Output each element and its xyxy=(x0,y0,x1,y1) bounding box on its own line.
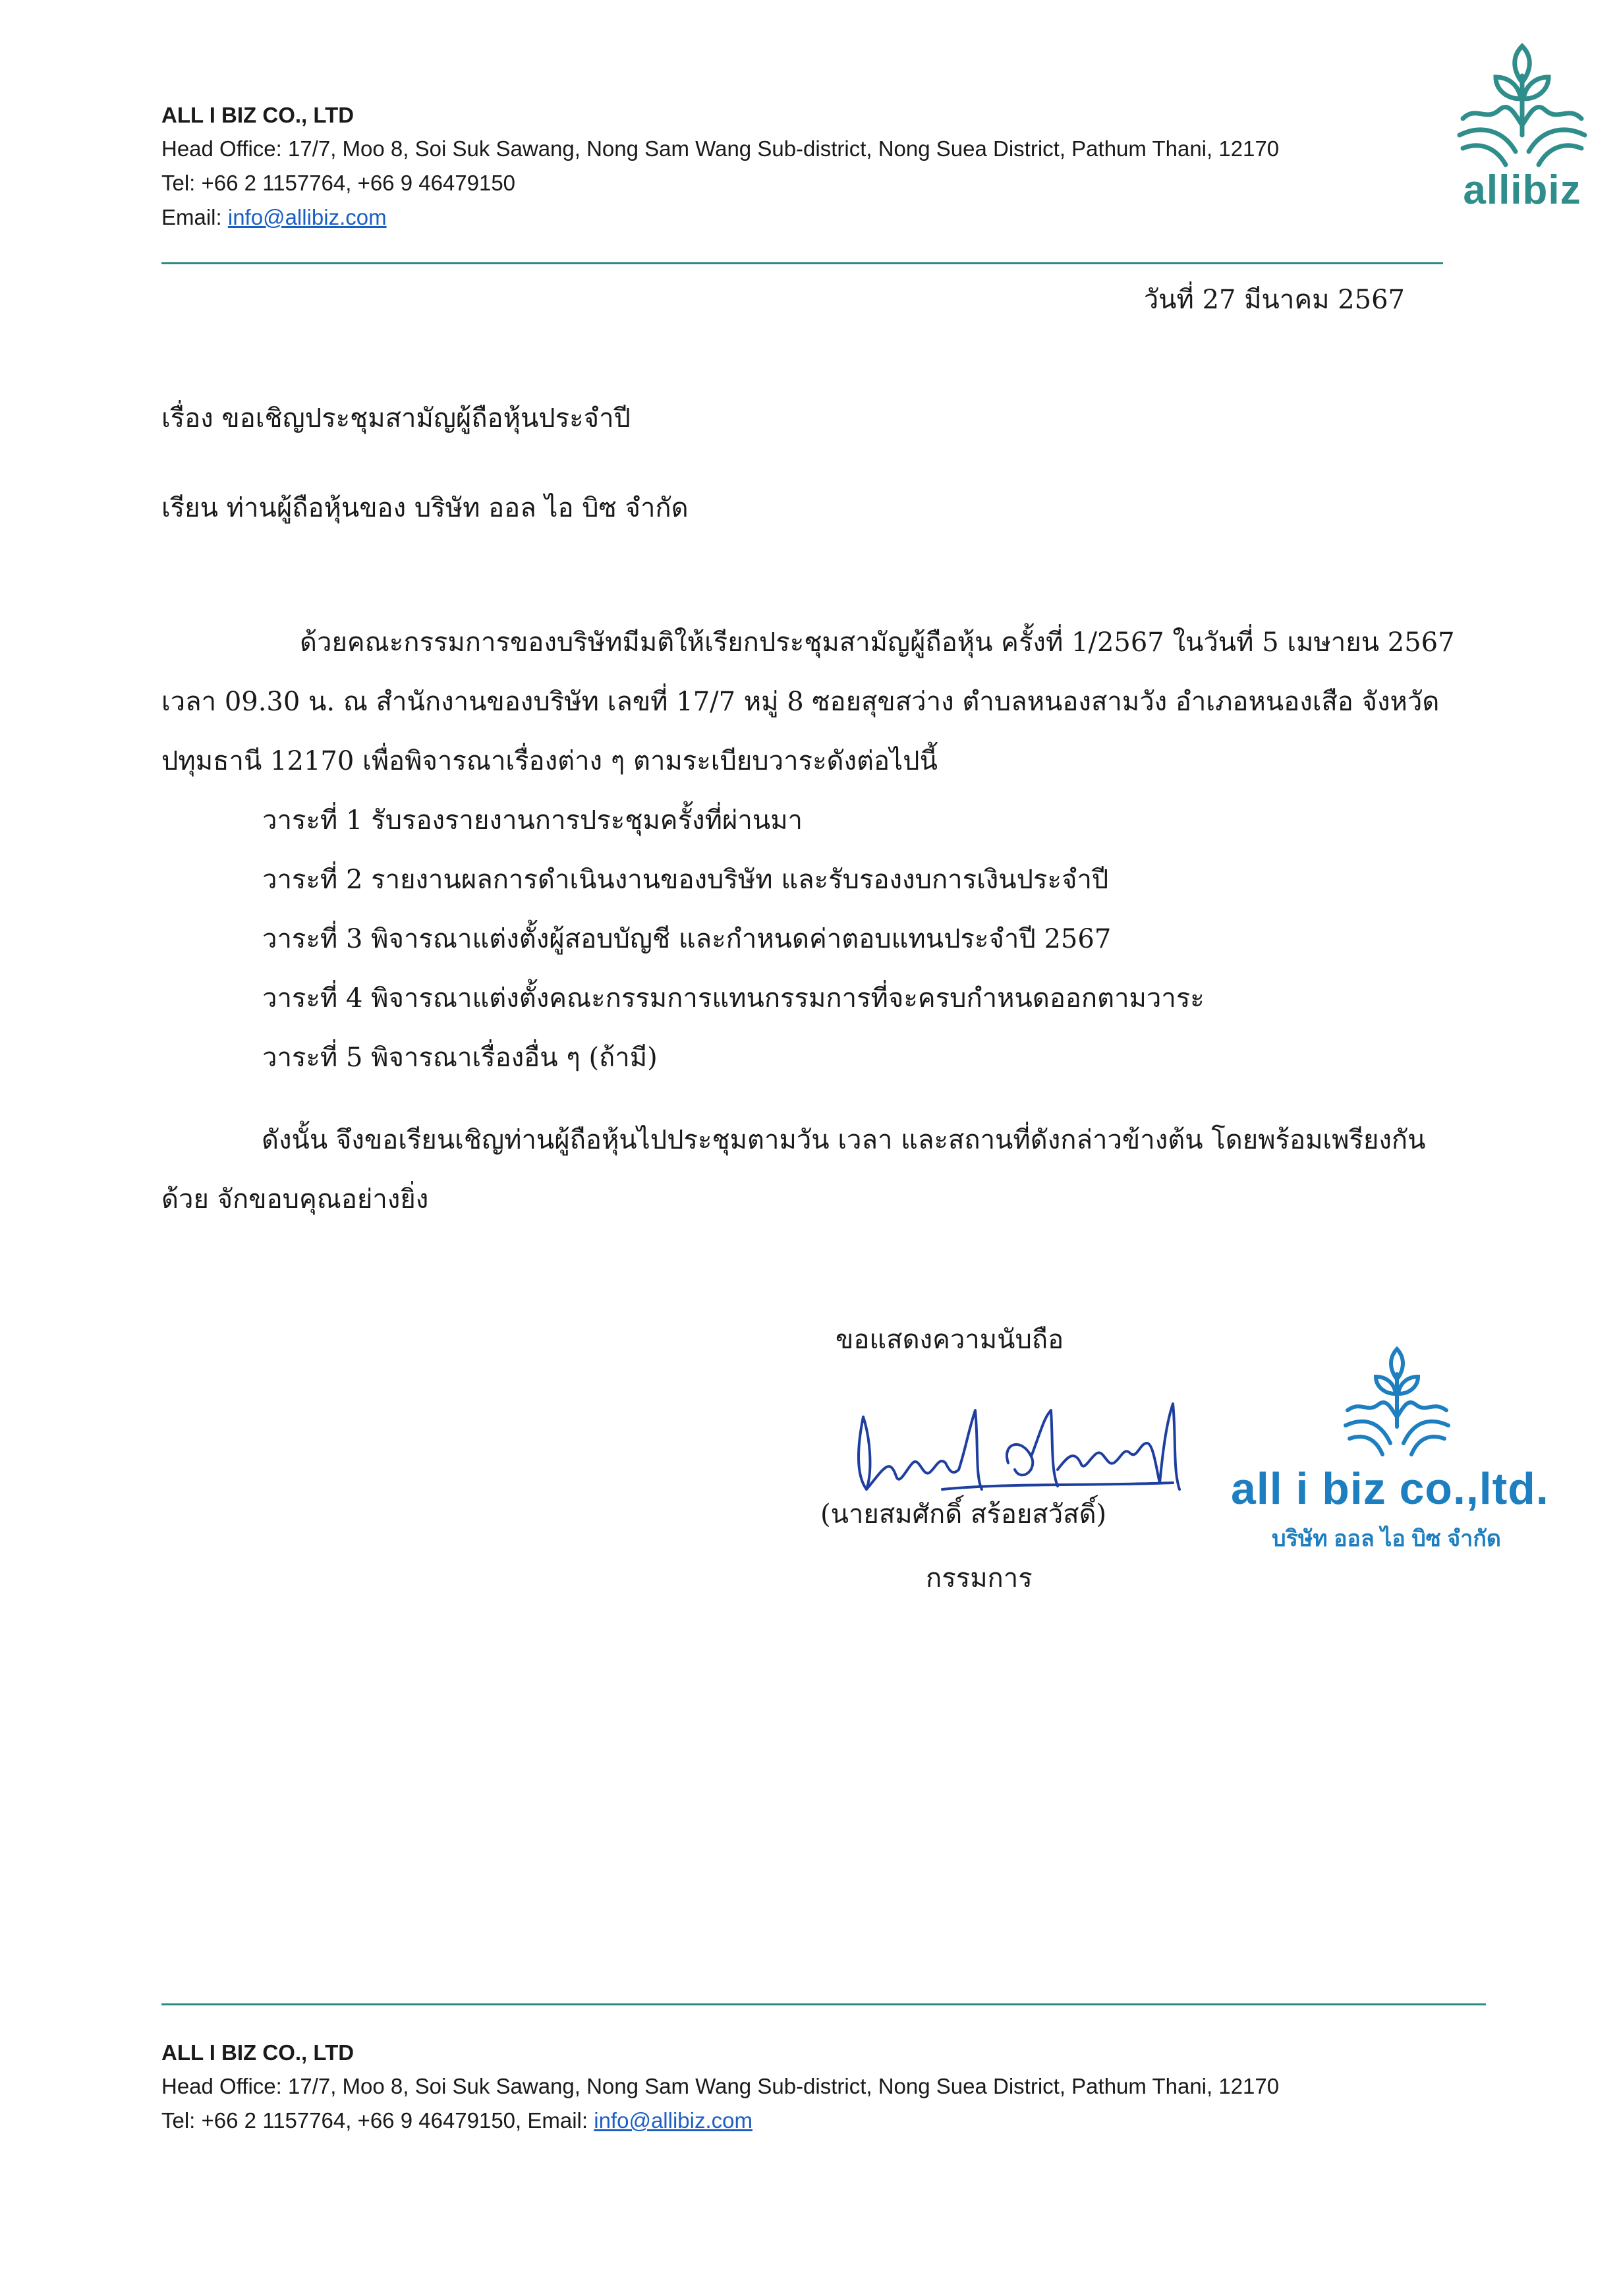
letterhead xyxy=(161,99,1479,235)
letter-footer xyxy=(161,2036,1545,2138)
letter-subject: เรื่อง ขอเชิญประชุมสามัญผู้ถือหุ้นประจำปี xyxy=(161,403,631,434)
stamp-english-name: all i biz co.,ltd. xyxy=(1231,1464,1549,1514)
header-divider xyxy=(161,262,1443,264)
footer-address: Head Office: 17/7, Moo 8, Soi Suk Sawang, Nong Sam Wang Sub-district, Nong Suea District, Pathum Thani, 12170 xyxy=(161,2074,1280,2098)
closing-phrase: ขอแสดงความนับถือ xyxy=(836,1325,1064,1355)
footer-contact xyxy=(161,2104,1545,2138)
email-label: Email: xyxy=(161,205,228,229)
paragraph-closing xyxy=(161,1107,1479,1226)
agenda-item: วาระที่ 1 รับรองรายงานการประชุมครั้งที่ผ่านมา xyxy=(262,805,803,836)
paragraph-line: ปทุมธานี 12170 เพื่อพิจารณาเรื่องต่าง ๆ ตามระเบียบวาระดังต่อไปนี้ xyxy=(161,746,938,776)
paragraph-line: ด้วยคณะกรรมการของบริษัทมีมติให้เรียกประชุมสามัญผู้ถือหุ้น ครั้งที่ 1/2567 ในวันที่ 5 เมษายน 2567 xyxy=(300,627,1455,658)
stamp-sprout-icon xyxy=(1338,1341,1456,1460)
agenda-item: วาระที่ 3 พิจารณาแต่งตั้งผู้สอบบัญชี และกำหนดค่าตอบแทนประจำปี 2567 xyxy=(262,924,1112,954)
signatory-name: (นายสมศักดิ์ สร้อยสวัสดิ์) xyxy=(820,1499,1107,1530)
stamp-thai-name: บริษัท ออล ไอ บิซ จำกัด xyxy=(1272,1526,1501,1551)
footer-divider xyxy=(161,2003,1486,2005)
email-link[interactable]: info@allibiz.com xyxy=(227,205,387,229)
paragraph-line: ด้วย จักขอบคุณอย่างยิ่ง xyxy=(161,1184,429,1215)
company-stamp xyxy=(1226,1341,1568,1552)
logo-wordmark: allibiz xyxy=(1463,167,1581,213)
email-line xyxy=(161,200,1479,235)
agenda-item: วาระที่ 2 รายงานผลการดำเนินงานของบริษัท และรับรองงบการเงินประจำปี xyxy=(262,865,1109,895)
agenda-item: วาระที่ 4 พิจารณาแต่งตั้งคณะกรรมการแทนกรรมการที่จะครบกำหนดออกตามวาระ xyxy=(262,983,1205,1014)
company-logo xyxy=(1450,36,1595,227)
letter-date: วันที่ 27 มีนาคม 2567 xyxy=(1143,285,1405,315)
handwritten-signature xyxy=(843,1391,1186,1516)
paragraph-invitation xyxy=(161,613,1479,791)
agenda-item: วาระที่ 5 พิจารณาเรื่องอื่น ๆ (ถ้ามี) xyxy=(262,1043,658,1073)
footer-email-link[interactable]: info@allibiz.com xyxy=(594,2108,753,2133)
agenda-list xyxy=(262,791,1205,1087)
company-name: ALL I BIZ CO., LTD xyxy=(161,103,355,127)
sprout-icon xyxy=(1450,36,1595,168)
footer-company-name: ALL I BIZ CO., LTD xyxy=(161,2040,355,2065)
footer-tel: Tel: +66 2 1157764, +66 9 46479150, Email: xyxy=(161,2108,594,2133)
letter-salutation: เรียน ท่านผู้ถือหุ้นของ บริษัท ออล ไอ บิซ จำกัด xyxy=(161,493,689,523)
paragraph-line: เวลา 09.30 น. ณ สำนักงานของบริษัท เลขที่ 17/7 หมู่ 8 ซอยสุขสว่าง ตำบลหนองสามวัง อำเภอหนองเสือ จังหวัด xyxy=(161,687,1440,717)
paragraph-line: ดังนั้น จึงขอเรียนเชิญท่านผู้ถือหุ้นไปประชุมตามวัน เวลา และสถานที่ดังกล่าวข้างต้น โดยพร้อมเพรียงกัน xyxy=(262,1125,1426,1155)
signatory-title: กรรมการ xyxy=(926,1563,1033,1593)
head-office-address: Head Office: 17/7, Moo 8, Soi Suk Sawang, Nong Sam Wang Sub-district, Nong Suea District, Pathum Thani, 12170 xyxy=(161,136,1280,161)
telephone: Tel: +66 2 1157764, +66 9 46479150 xyxy=(161,171,516,195)
